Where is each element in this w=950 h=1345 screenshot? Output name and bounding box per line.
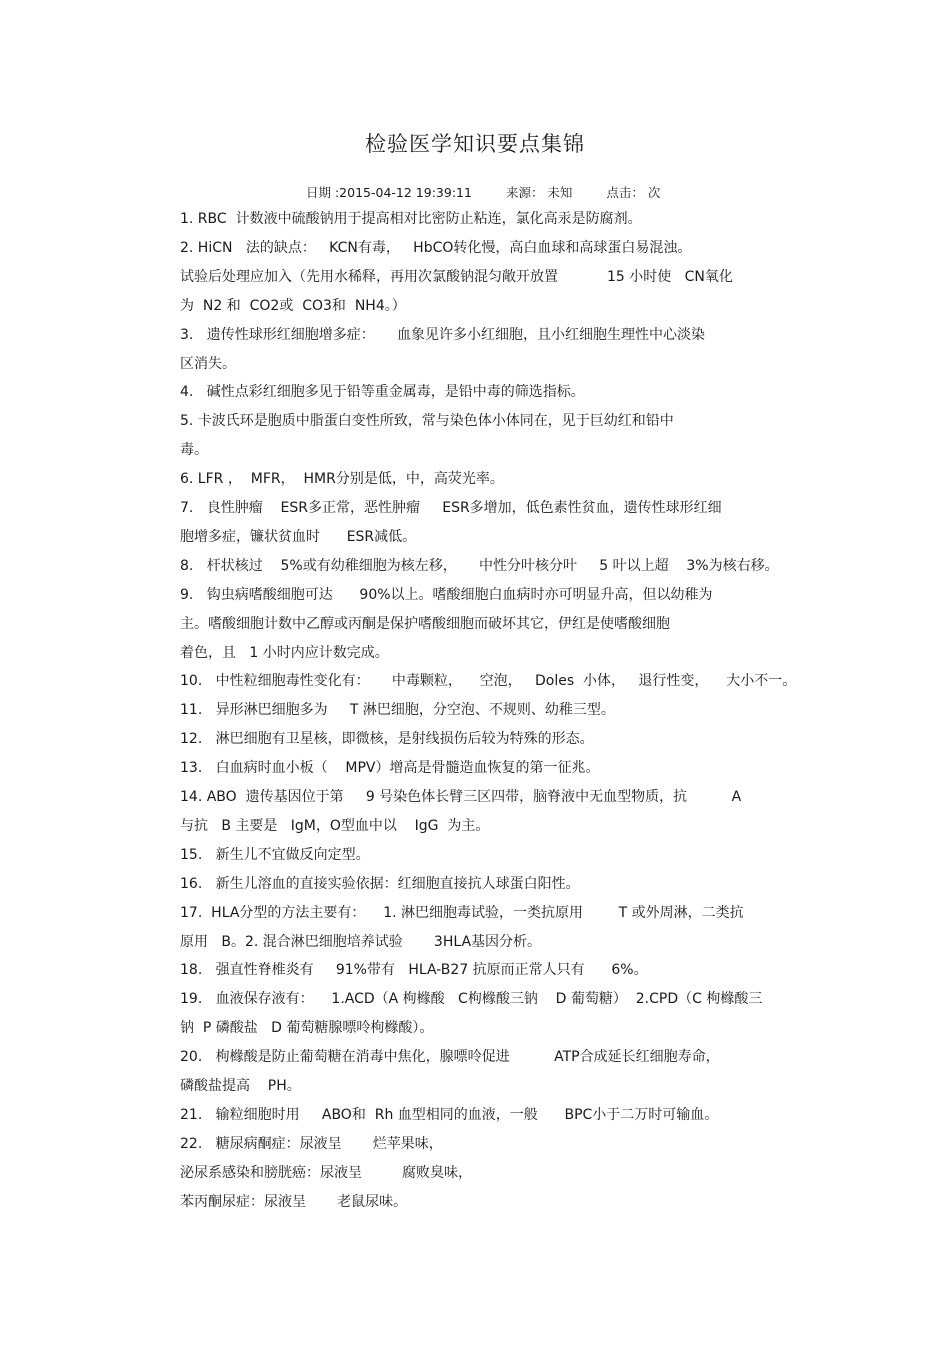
text-line: 与抗 B 主要是 IgM，O型血中以 IgG 为主。 [180, 817, 490, 834]
text-line: 12. 淋巴细胞有卫星核，即微核，是射线损伤后较为特殊的形态。 [180, 731, 594, 748]
text-line: 15. 新生儿不宜做反向定型。 [180, 846, 370, 863]
text-line: 20. 枸橼酸是防止葡萄糖在消毒中焦化，腺嘌呤促进 ATP合成延长红细胞寿命， [180, 1049, 720, 1066]
text-line: 1. RBC 计数液中硫酸钠用于提高相对比密防止粘连，氯化高汞是防腐剂。 [180, 211, 642, 227]
text-line: 13. 白血病时血小板（ MPV）增高是骨髓造血恢复的第一征兆。 [180, 760, 600, 777]
text-line: 胞增多症，镰状贫血时 ESR减低。 [180, 528, 417, 545]
document-meta [306, 183, 690, 201]
text-line: 7. 良性肿瘤 ESR多正常，恶性肿瘤 ESR多增加，低色素性贫血，遗传性球形红细 [180, 500, 722, 516]
text-line: 11. 异形淋巴细胞多为 T 淋巴细胞，分空泡、不规则、幼稚三型。 [180, 702, 615, 719]
text-line: 3. 遗传性球形红细胞增多症： 血象见许多小红细胞，且小红细胞生理性中心淡染 [180, 326, 705, 343]
text-line: 4. 碱性点彩红细胞多见于铅等重金属毒，是铅中毒的筛选指标。 [180, 384, 585, 401]
text-line: 区消失。 [180, 355, 236, 372]
text-line: 9. 钩虫病嗜酸细胞可达 90%以上。嗜酸细胞白血病时亦可明显升高，但以幼稚为 [180, 586, 713, 603]
meta-date: 日期 :2015-04-12 19:39:11 [306, 185, 472, 200]
text-line: 16. 新生儿溶血的直接实验依据：红细胞直接抗人球蛋白阳性。 [180, 875, 580, 892]
text-line: 试验后处理应加入（先用水稀释，再用次氯酸钠混匀敞开放置 15 小时使 CN氧化 [180, 268, 733, 285]
text-line: 22. 糖尿病酮症：尿液呈 烂苹果味， [180, 1135, 443, 1152]
document-title: 检验医学知识要点集锦 [365, 132, 585, 156]
text-line: 14. ABO 遗传基因位于第 9 号染色体长臂三区四带，脑脊液中无血型物质，抗 A [180, 789, 742, 805]
text-line: 主。嗜酸细胞计数中乙醇或丙酮是保护嗜酸细胞而破坏其它，伊红是使嗜酸细胞 [180, 615, 670, 632]
text-line: 钠 P 磷酸盐 D 葡萄糖腺嘌呤枸橼酸）。 [180, 1020, 434, 1037]
text-line: 17. HLA分型的方法主要有： 1. 淋巴细胞毒试验，一类抗原用 T 或外周淋，二类抗 [180, 904, 744, 921]
text-line: 泌尿系感染和膀胱癌：尿液呈 腐败臭味， [180, 1164, 473, 1181]
text-line: 5. 卡波氏环是胞质中脂蛋白变性所致，常与染色体小体同在，见于巨幼红和铅中 [180, 413, 674, 430]
text-line: 磷酸盐提高 PH。 [180, 1078, 301, 1094]
text-line: 毒。 [180, 442, 208, 459]
text-line: 19. 血液保存液有： 1.ACD（A 枸橼酸 C枸橼酸三钠 D 葡萄糖） 2.CPD（C 枸橼酸三 [180, 991, 763, 1008]
text-line: 着色，且 1 小时内应计数完成。 [180, 644, 389, 661]
meta-source: 来源： 未知 [505, 185, 573, 200]
text-line: 2. HiCN 法的缺点： KCN有毒， HbCO转化慢，高白血球和高球蛋白易混浊。 [180, 239, 692, 256]
meta-clicks: 点击： 次 [606, 185, 661, 200]
text-line: 10. 中性粒细胞毒性变化有： 中毒颗粒， 空泡， Doles 小体， 退行性变， 大小不一。 [180, 673, 797, 690]
text-line: 18. 强直性脊椎炎有 91%带有 HLA-B27 抗原而正常人只有 6%。 [180, 962, 648, 979]
text-line: 6. LFR ， MFR， HMR分别是低，中，高荧光率。 [180, 471, 504, 488]
text-line: 原用 B。2. 混合淋巴细胞培养试验 3HLA基因分析。 [180, 933, 542, 950]
text-line: 8. 杆状核过 5%或有幼稚细胞为核左移， 中性分叶核分叶 5 叶以上超 3%为核右移。 [180, 557, 779, 574]
text-line: 21. 输粒细胞时用 ABO和 Rh 血型相同的血液，一般 BPC小于二万时可输血。 [180, 1106, 719, 1123]
text-line: 为 N2 和 CO2或 CO3和 NH4。） [180, 297, 406, 314]
text-line: 苯丙酮尿症：尿液呈 老鼠尿味。 [180, 1193, 408, 1210]
